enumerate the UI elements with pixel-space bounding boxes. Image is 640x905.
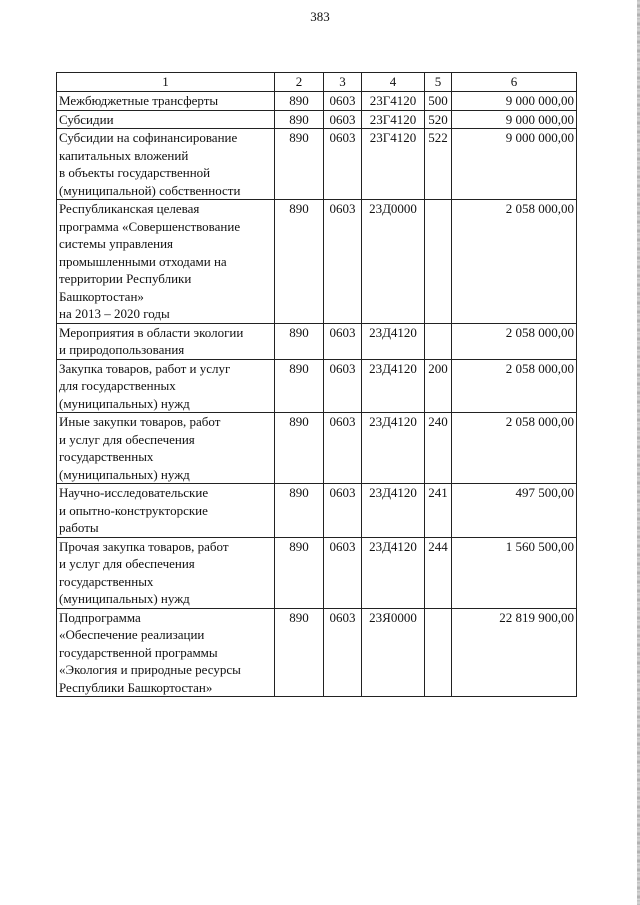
row-section-code: 0603 [324,129,362,200]
row-amount: 497 500,00 [452,484,577,538]
row-admin-code: 890 [275,484,324,538]
row-admin-code: 890 [275,413,324,484]
row-expense-type [425,608,452,697]
row-amount: 1 560 500,00 [452,537,577,608]
row-expense-type: 520 [425,110,452,129]
row-target-code: 23Д4120 [362,537,425,608]
row-expense-type: 244 [425,537,452,608]
row-admin-code: 890 [275,92,324,111]
row-admin-code: 890 [275,359,324,413]
row-target-code: 23Д4120 [362,413,425,484]
row-section-code: 0603 [324,413,362,484]
table-row [57,110,577,129]
table-row [57,200,577,324]
budget-table [56,72,577,697]
row-expense-type: 240 [425,413,452,484]
row-section-code: 0603 [324,359,362,413]
table-row [57,537,577,608]
row-name: Прочая закупка товаров, работ и услуг для обеспечения государственных (муниципальных) нужд [57,537,275,608]
row-target-code: 23Д0000 [362,200,425,324]
table-row [57,359,577,413]
row-section-code: 0603 [324,92,362,111]
row-admin-code: 890 [275,129,324,200]
row-admin-code: 890 [275,537,324,608]
header-col-4: 4 [362,73,425,92]
row-admin-code: 890 [275,200,324,324]
row-amount: 2 058 000,00 [452,413,577,484]
header-col-1: 1 [57,73,275,92]
row-target-code: 23Д4120 [362,484,425,538]
row-admin-code: 890 [275,110,324,129]
table-row [57,129,577,200]
row-admin-code: 890 [275,323,324,359]
row-target-code: 23Я0000 [362,608,425,697]
row-section-code: 0603 [324,537,362,608]
row-section-code: 0603 [324,608,362,697]
row-section-code: 0603 [324,110,362,129]
row-amount: 2 058 000,00 [452,200,577,324]
table-row [57,608,577,697]
row-section-code: 0603 [324,484,362,538]
header-col-2: 2 [275,73,324,92]
row-amount: 22 819 900,00 [452,608,577,697]
row-expense-type: 500 [425,92,452,111]
row-amount: 9 000 000,00 [452,129,577,200]
row-expense-type: 522 [425,129,452,200]
table-row [57,413,577,484]
row-name: Закупка товаров, работ и услуг для государственных (муниципальных) нужд [57,359,275,413]
row-amount: 9 000 000,00 [452,110,577,129]
row-name: Научно-исследовательские и опытно-конструкторские работы [57,484,275,538]
row-target-code: 23Г4120 [362,129,425,200]
row-name: Иные закупки товаров, работ и услуг для обеспечения государственных (муниципальных) нужд [57,413,275,484]
page-number: 383 [310,9,330,24]
row-amount: 9 000 000,00 [452,92,577,111]
table-row [57,92,577,111]
header-col-5: 5 [425,73,452,92]
row-name: Республиканская целевая программа «Совершенствование системы управления промышленными отходами на территории Республики Башкортостан» на 2013 – 2020 годы [57,200,275,324]
row-target-code: 23Г4120 [362,110,425,129]
header-col-6: 6 [452,73,577,92]
row-expense-type: 200 [425,359,452,413]
row-section-code: 0603 [324,323,362,359]
row-target-code: 23Г4120 [362,92,425,111]
row-name: Субсидии [57,110,275,129]
row-amount: 2 058 000,00 [452,359,577,413]
row-name: Мероприятия в области экологии и природопользования [57,323,275,359]
table-header-row [57,73,577,92]
row-name: Межбюджетные трансферты [57,92,275,111]
row-target-code: 23Д4120 [362,359,425,413]
row-admin-code: 890 [275,608,324,697]
row-target-code: 23Д4120 [362,323,425,359]
row-expense-type [425,323,452,359]
row-name: Субсидии на софинансирование капитальных вложений в объекты государственной (муниципальной) собственности [57,129,275,200]
row-section-code: 0603 [324,200,362,324]
row-expense-type [425,200,452,324]
row-amount: 2 058 000,00 [452,323,577,359]
header-col-3: 3 [324,73,362,92]
row-expense-type: 241 [425,484,452,538]
table-row [57,484,577,538]
row-name: Подпрограмма «Обеспечение реализации государственной программы «Экология и природные ресурсы Республики Башкортостан» [57,608,275,697]
table-row [57,323,577,359]
